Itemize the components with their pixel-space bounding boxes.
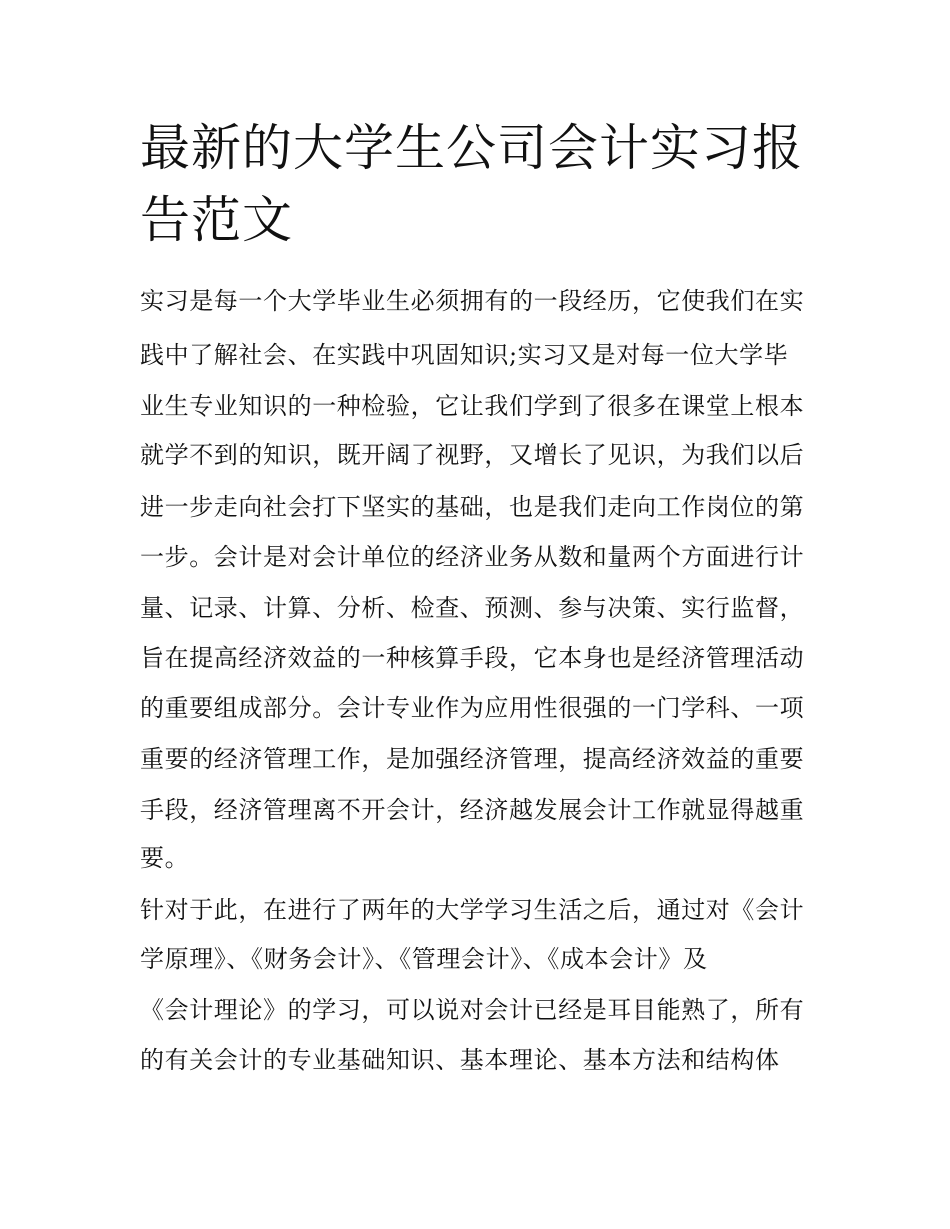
body-line-4: 就学不到的知识，既开阔了视野，又增长了见识，为我们以后 [140, 441, 805, 469]
body-line-7: 量、记录、计算、分析、检查、预测、参与决策、实行监督， [140, 594, 805, 622]
body-line-12: 要。 [140, 844, 190, 872]
body-line-9: 的重要组成部分。会计专业作为应用性很强的一门学科、一项 [140, 694, 805, 722]
title-line-1: 最新的大学生公司会计实习报 [140, 119, 803, 177]
body-line-3: 业生专业知识的一种检验，它让我们学到了很多在课堂上根本 [140, 392, 805, 420]
body-line-2: 践中了解社会、在实践中巩固知识;实习又是对每一位大学毕 [140, 341, 789, 369]
body-line-15: 《会计理论》的学习，可以说对会计已经是耳目能熟了，所有 [140, 996, 805, 1024]
body-line-6: 一步。会计是对会计单位的经济业务从数和量两个方面进行计 [140, 543, 805, 571]
title-line-2: 告范文 [140, 191, 293, 249]
body-line-8: 旨在提高经济效益的一种核算手段，它本身也是经济管理活动 [140, 644, 805, 672]
body-line-14: 学原理》、《财务会计》、《管理会计》、《成本会计》及 [140, 945, 708, 973]
body-line-5: 进一步走向社会打下坚实的基础，也是我们走向工作岗位的第 [140, 493, 805, 521]
body-line-13: 针对于此，在进行了两年的大学学习生活之后，通过对《会计 [140, 896, 805, 924]
body-line-16: 的有关会计的专业基础知识、基本理论、基本方法和结构体 [140, 1046, 780, 1074]
document-title [140, 112, 820, 256]
body-line-10: 重要的经济管理工作，是加强经济管理，提高经济效益的重要 [140, 745, 805, 773]
body-line-11: 手段，经济管理离不开会计，经济越发展会计工作就显得越重 [140, 796, 805, 824]
body-line-1: 实习是每一个大学毕业生必须拥有的一段经历，它使我们在实 [140, 287, 805, 315]
